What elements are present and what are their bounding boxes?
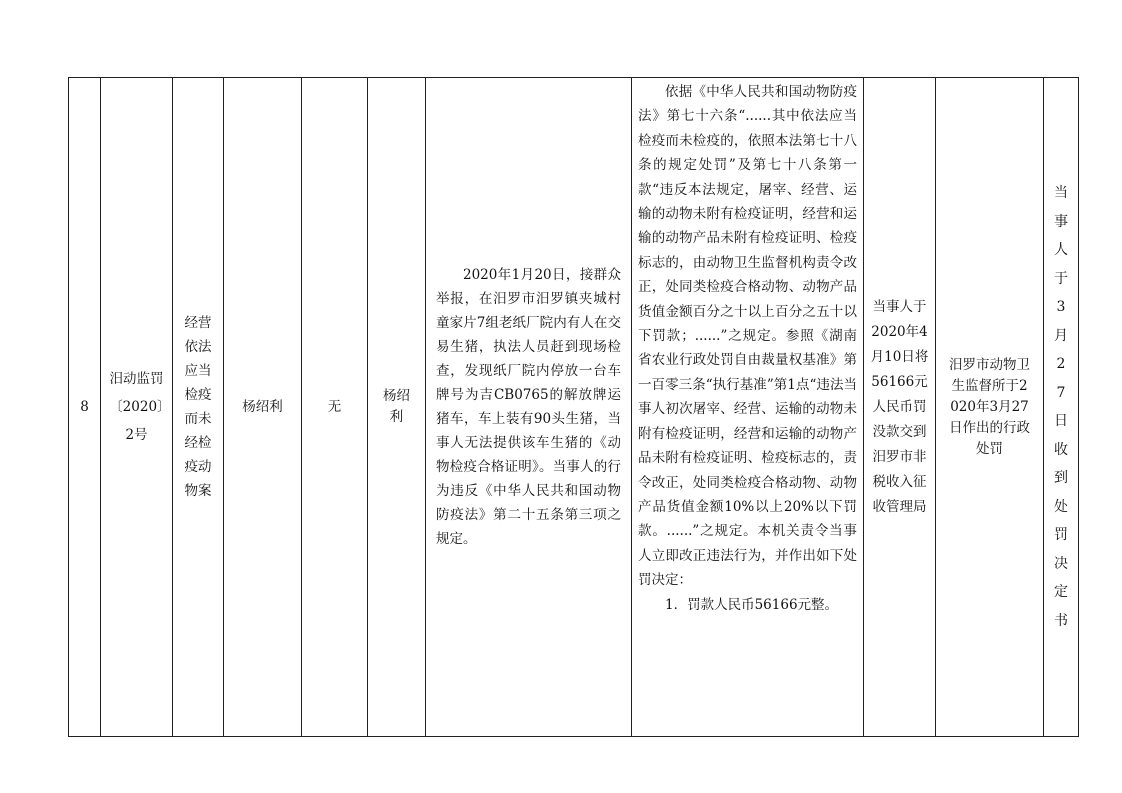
receipt-note-cell [1044, 78, 1079, 737]
legal-representative: 无 [327, 398, 342, 415]
issuing-authority: 汨罗市动物卫生监督所于2020年3月27日作出的行政处罚 [949, 356, 1030, 457]
issuing-authority-cell [936, 78, 1044, 737]
case-number-cell [101, 78, 173, 737]
penalty-record-table [68, 77, 1079, 737]
row-number: 8 [80, 398, 89, 415]
receipt-note: 当事人于3月27日收到处罚决定书 [1054, 185, 1068, 629]
penalty-basis: 依据《中华人民共和国动物防疫法》第七十六条“......其中依法应当检疫而未检疫的，依照本法第七十八条的规定处罚”及第七十八条第一款“违反本法规定，屠宰、经营、运输的动物未附有检疫证明，经营和运输的动物产品未附有检疫证明、检疫标志的，由动物卫生监督机构责令改正，处同类检疫合格动物、动物产品货值金额百分之十以上百分之五十以下罚款；......”之规定。参照《湖南省农业行政处罚自由裁量权基准》第一百零三条“执行基准”第1点“违法当事人初次屠宰、经营、运输的动物未附有检疫证明，经营和运输的动物产品未附有检疫证明、检疫标志的，责令改正，处同类检疫合格动物、动物产品货值金额10%以上20%以下罚款。......”之规定。本机关责令当事人立即改正违法行为，并作出如下处罚决定： [638, 84, 857, 589]
violation-facts: 2020年1月20日，接群众举报，在汨罗市汨罗镇夹城村童家片7组老纸厂院内有人在交易生猪，执法人员赶到现场检查，发现纸厂院内停放一台车牌号为吉CB0765的解放牌运猪车，车上装有90头生猪，当事人无法提供该车生猪的《动物检疫合格证明》。当事人的行为违反《中华人民共和国动物防疫法》第二十五条第三项之规定。 [436, 267, 621, 547]
penalty-item: 1．罚款人民币56166元整。 [665, 596, 839, 613]
case-number: 汨动监罚〔2020〕2号 [109, 371, 164, 443]
penalty-basis-cell [632, 78, 864, 737]
case-name: 经营依法应当检疫而未经检疫动物案 [184, 315, 212, 499]
row-number-cell [69, 78, 101, 737]
table-row [69, 78, 1079, 737]
responsible-person: 杨绍利 [383, 388, 410, 425]
responsible-person-cell [368, 78, 426, 737]
payment-status-cell [864, 78, 936, 737]
party-name: 杨绍利 [242, 398, 283, 415]
party-name-cell [224, 78, 302, 737]
payment-status: 当事人于2020年4月10日将56166元人民币罚没款交到汨罗市非税收入征收管理局 [870, 298, 929, 515]
legal-representative-cell [302, 78, 368, 737]
case-name-cell [173, 78, 224, 737]
violation-facts-cell [426, 78, 632, 737]
